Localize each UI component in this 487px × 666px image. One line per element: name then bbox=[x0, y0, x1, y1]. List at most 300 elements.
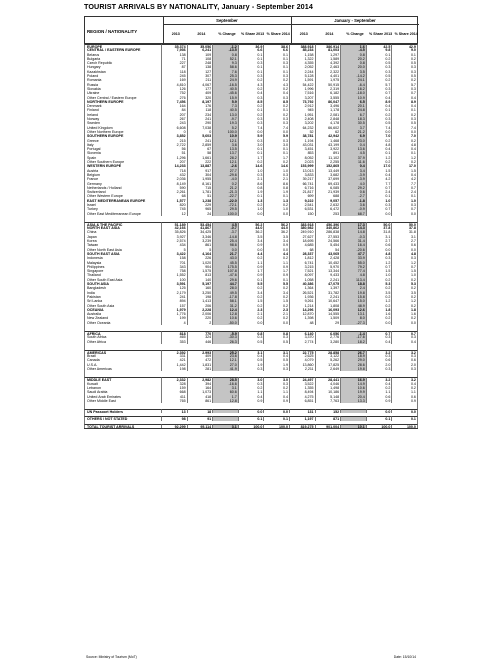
value-cell: 0.1 bbox=[392, 194, 418, 198]
nationality-label: Other Central / Eastern Europe bbox=[84, 96, 162, 100]
value-cell: 21.7 bbox=[213, 252, 239, 256]
value-cell: 2,023 bbox=[290, 160, 316, 164]
value-cell: 2,859 bbox=[188, 143, 214, 147]
value-cell: 891 bbox=[316, 151, 342, 155]
value-cell: 5,262 bbox=[316, 358, 342, 362]
nationality-label: Other Western Europe bbox=[84, 194, 162, 198]
value-cell: 2.3 bbox=[264, 308, 290, 312]
value-cell: 7.4 bbox=[239, 126, 265, 130]
value-cell: 0.0 bbox=[392, 409, 418, 413]
value-cell: 12.1 bbox=[213, 139, 239, 143]
value-cell: 0.4 bbox=[367, 96, 393, 100]
value-cell: 19.8 bbox=[341, 367, 367, 371]
value-cell: 54 bbox=[316, 248, 342, 252]
value-cell: 0.0 bbox=[367, 248, 393, 252]
table-section bbox=[84, 331, 418, 344]
value-cell: 0.5 bbox=[367, 121, 393, 125]
value-cell: 353 bbox=[162, 340, 188, 344]
value-cell: 0.2 bbox=[367, 113, 393, 117]
value-cell: 1,781 bbox=[188, 190, 214, 194]
value-cell: 24,566 bbox=[316, 239, 342, 243]
value-cell: 0.2 bbox=[392, 316, 418, 320]
value-cell: 0.1 bbox=[392, 416, 418, 420]
value-cell: 35,056 bbox=[188, 44, 214, 48]
nationality-label: France bbox=[84, 177, 162, 181]
value-cell: 0.3 bbox=[392, 367, 418, 371]
value-cell: 4.8 bbox=[341, 273, 367, 277]
value-cell: 0.9 bbox=[264, 243, 290, 247]
nationality-label: Bulgaria bbox=[84, 57, 162, 61]
value-cell: 100.0 bbox=[239, 424, 265, 428]
value-cell: 60.6 bbox=[213, 390, 239, 394]
nationality-label: Slovenia bbox=[84, 151, 162, 155]
value-cell: 1.6 bbox=[341, 44, 367, 48]
value-cell: 19.8 bbox=[341, 291, 367, 295]
value-cell: 4,046 bbox=[316, 382, 342, 386]
value-cell: 3.4 bbox=[239, 239, 265, 243]
value-cell: 5,603 bbox=[188, 134, 214, 138]
value-cell: 324 bbox=[188, 335, 214, 339]
nationality-label: Austria bbox=[84, 169, 162, 173]
value-cell: 198 bbox=[188, 295, 214, 299]
value-cell: 0.2 bbox=[264, 78, 290, 82]
value-cell: 1.5 bbox=[392, 269, 418, 273]
value-cell: 0.1 bbox=[264, 65, 290, 69]
value-cell: 7,516 bbox=[290, 91, 316, 95]
value-cell: 0.1 bbox=[239, 108, 265, 112]
value-cell: 0.1 bbox=[392, 53, 418, 57]
value-cell: 1.1 bbox=[367, 390, 393, 394]
value-cell: 745 bbox=[162, 207, 188, 211]
value-cell: 0.7 bbox=[367, 331, 393, 335]
value-cell: 0.3 bbox=[264, 61, 290, 65]
value-cell: 0.0 bbox=[367, 409, 393, 413]
value-cell: 6,531 bbox=[290, 207, 316, 211]
value-cell: 28.6 bbox=[341, 363, 367, 367]
value-cell: 2,322 bbox=[316, 70, 342, 74]
value-cell: 0.3 bbox=[392, 354, 418, 358]
value-cell: 152 bbox=[316, 409, 342, 413]
value-cell: 0.1 bbox=[264, 416, 290, 420]
value-cell: 0.4 bbox=[392, 173, 418, 177]
value-cell: 3.6 bbox=[341, 203, 367, 207]
table-bottom-rule bbox=[84, 428, 418, 429]
value-cell: 320 bbox=[188, 96, 214, 100]
value-cell: 2,244 bbox=[290, 70, 316, 74]
value-cell: 0.7 bbox=[367, 265, 393, 269]
value-cell: 5.2 bbox=[213, 126, 239, 130]
value-cell: 0.3 bbox=[239, 121, 265, 125]
value-cell: 26.7 bbox=[341, 350, 367, 354]
value-cell: 68.7 bbox=[341, 212, 367, 216]
value-cell: 1.1 bbox=[264, 261, 290, 265]
value-cell: 0.0 bbox=[392, 130, 418, 134]
value-cell: -47.6 bbox=[213, 273, 239, 277]
value-cell: 14.3 bbox=[341, 226, 367, 230]
value-cell: 0.9 bbox=[239, 243, 265, 247]
value-cell: 2.7 bbox=[392, 239, 418, 243]
value-cell: 8.5 bbox=[264, 100, 290, 104]
value-cell: 7,936 bbox=[162, 48, 188, 52]
value-cell: 1.1 bbox=[264, 390, 290, 394]
value-cell: 28,441 bbox=[316, 377, 342, 381]
value-cell: 0.1 bbox=[239, 70, 265, 74]
value-cell: 1,831 bbox=[188, 363, 214, 367]
value-cell: 1.0 bbox=[367, 199, 393, 203]
value-cell: 10.6 bbox=[341, 386, 367, 390]
value-cell: 0.7 bbox=[367, 207, 393, 211]
value-cell: 0.4 bbox=[367, 147, 393, 151]
value-cell: 22,775 bbox=[290, 350, 316, 354]
value-cell: 6,056 bbox=[316, 331, 342, 335]
value-cell: 84 bbox=[162, 108, 188, 112]
nationality-label: Canada bbox=[84, 358, 162, 362]
value-cell: 0.3 bbox=[392, 87, 418, 91]
value-cell: 12.1 bbox=[213, 160, 239, 164]
value-cell: 3,451 bbox=[290, 147, 316, 151]
value-cell: 456,396 bbox=[316, 222, 342, 226]
value-cell: 0.1 bbox=[239, 147, 265, 151]
value-cell: 9.3 bbox=[213, 61, 239, 65]
value-cell: 3,922 bbox=[316, 147, 342, 151]
value-cell: 4,685 bbox=[290, 243, 316, 247]
nationality-label: CENTRAL / EASTERN EUROPE bbox=[84, 48, 162, 52]
value-cell: 5.9 bbox=[213, 100, 239, 104]
value-cell: 6.5 bbox=[341, 100, 367, 104]
value-cell: 0.3 bbox=[264, 117, 290, 121]
value-cell: 52 bbox=[290, 130, 316, 134]
value-cell: 28.5 bbox=[213, 377, 239, 381]
value-cell: 0.2 bbox=[367, 295, 393, 299]
value-cell: 50.0 bbox=[392, 222, 418, 226]
value-cell: 1.5 bbox=[264, 299, 290, 303]
value-cell: 0.1 bbox=[264, 108, 290, 112]
value-cell: 0.8 bbox=[239, 186, 265, 190]
value-cell: 3,280 bbox=[316, 340, 342, 344]
value-cell: 25.3 bbox=[213, 74, 239, 78]
value-cell: 3.2 bbox=[367, 350, 393, 354]
value-cell: 1.9 bbox=[239, 190, 265, 194]
value-cell: -3.9 bbox=[341, 177, 367, 181]
value-cell: 6,182 bbox=[316, 91, 342, 95]
value-cell: 20.1 bbox=[341, 104, 367, 108]
nationality-label: Ukraine bbox=[84, 91, 162, 95]
value-cell: 0.9 bbox=[239, 273, 265, 277]
value-cell: 77.4 bbox=[341, 269, 367, 273]
value-cell: 1,951 bbox=[290, 113, 316, 117]
value-cell: 0.2 bbox=[367, 304, 393, 308]
value-cell: 109 bbox=[188, 53, 214, 57]
value-cell: 16.2 bbox=[341, 87, 367, 91]
value-cell: 3.5 bbox=[264, 235, 290, 239]
value-cell: 688 bbox=[316, 194, 342, 198]
value-cell: 0.5 bbox=[264, 358, 290, 362]
value-cell: 0.4 bbox=[239, 354, 265, 358]
value-cell: 4,178 bbox=[316, 121, 342, 125]
value-cell: 290 bbox=[188, 121, 214, 125]
value-cell: 5.9 bbox=[264, 134, 290, 138]
value-cell: 0.4 bbox=[392, 382, 418, 386]
value-cell: 69,433 bbox=[316, 182, 342, 186]
value-cell: 5.9 bbox=[239, 134, 265, 138]
value-cell: 118 bbox=[188, 108, 214, 112]
value-cell: 176 bbox=[188, 104, 214, 108]
value-cell: -0.3 bbox=[341, 235, 367, 239]
value-cell: -27.3 bbox=[341, 321, 367, 325]
value-cell: 1,975 bbox=[316, 78, 342, 82]
value-cell: 421 bbox=[162, 358, 188, 362]
value-cell: 2,625 bbox=[290, 354, 316, 358]
value-cell: 1.5 bbox=[367, 169, 393, 173]
value-cell: 2.1 bbox=[264, 312, 290, 316]
value-cell: 3.1 bbox=[392, 235, 418, 239]
value-cell: 894 bbox=[162, 299, 188, 303]
value-cell: 9,433 bbox=[316, 273, 342, 277]
value-cell: 0.2 bbox=[264, 316, 290, 320]
value-cell: 5.5 bbox=[264, 282, 290, 286]
value-cell: 56 bbox=[162, 147, 188, 151]
nationality-label: OTHERS / NOT STATED bbox=[84, 416, 162, 420]
value-cell: 0.1 bbox=[239, 57, 265, 61]
value-cell: 7,038 bbox=[188, 126, 214, 130]
value-cell: 234 bbox=[188, 113, 214, 117]
value-cell: 4.8 bbox=[392, 252, 418, 256]
value-cell: 0.2 bbox=[213, 182, 239, 186]
value-cell: 18.9 bbox=[341, 354, 367, 358]
value-cell: 2.4 bbox=[367, 190, 393, 194]
value-cell: 118 bbox=[162, 70, 188, 74]
value-cell: 0.3 bbox=[239, 96, 265, 100]
value-cell: 4,392 bbox=[316, 61, 342, 65]
value-cell: 409 bbox=[188, 354, 214, 358]
value-cell: 6,085 bbox=[316, 186, 342, 190]
value-cell: 0.5 bbox=[239, 358, 265, 362]
value-cell: 51,189 bbox=[162, 222, 188, 226]
value-cell: 2,241 bbox=[316, 295, 342, 299]
column-header: % Share 2014 bbox=[266, 32, 290, 36]
value-cell: 31.8 bbox=[392, 230, 418, 234]
value-cell: -18.0 bbox=[341, 91, 367, 95]
value-cell: 36.2 bbox=[264, 230, 290, 234]
value-cell: 0.2 bbox=[239, 316, 265, 320]
value-cell: 11.6 bbox=[341, 160, 367, 164]
value-cell: 2,774 bbox=[290, 340, 316, 344]
value-cell: 2,722 bbox=[162, 143, 188, 147]
value-cell: 1,591 bbox=[290, 78, 316, 82]
value-cell: 2,255 bbox=[316, 160, 342, 164]
nationality-label: Brazil bbox=[84, 354, 162, 358]
value-cell: 0.1 bbox=[239, 65, 265, 69]
value-cell: 718 bbox=[162, 169, 188, 173]
value-cell: 0.0 bbox=[264, 212, 290, 216]
value-cell: 66,602 bbox=[316, 126, 342, 130]
value-cell: 0.7 bbox=[392, 207, 418, 211]
value-cell: 2.1 bbox=[264, 177, 290, 181]
value-cell: -50.0 bbox=[213, 321, 239, 325]
value-cell: 0.4 bbox=[341, 143, 367, 147]
value-cell: 58 bbox=[188, 151, 214, 155]
value-cell: 0.4 bbox=[264, 354, 290, 358]
value-cell: 1.2 bbox=[392, 156, 418, 160]
nationality-label: Ireland bbox=[84, 113, 162, 117]
value-cell: 1.7 bbox=[239, 156, 265, 160]
table-header bbox=[84, 16, 418, 44]
value-cell: 0.2 bbox=[239, 386, 265, 390]
value-cell: 0.3 bbox=[264, 382, 290, 386]
value-cell: 1.3 bbox=[239, 199, 265, 203]
value-cell: 4.8 bbox=[367, 252, 393, 256]
value-cell: 25.2 bbox=[213, 350, 239, 354]
value-cell: 16,093 bbox=[316, 308, 342, 312]
value-cell: 770 bbox=[188, 331, 214, 335]
value-cell: -6.4 bbox=[341, 83, 367, 87]
value-cell: 38,781 bbox=[290, 134, 316, 138]
value-cell: 4 bbox=[162, 321, 188, 325]
value-cell: 0.4 bbox=[367, 382, 393, 386]
value-cell: 1.2 bbox=[392, 261, 418, 265]
value-cell: 10.9 bbox=[213, 134, 239, 138]
value-cell: 28,337 bbox=[290, 252, 316, 256]
nationality-label: Norway bbox=[84, 117, 162, 121]
value-cell: 4,079 bbox=[290, 358, 316, 362]
nationality-label: India bbox=[84, 291, 162, 295]
value-cell: 0.3 bbox=[367, 203, 393, 207]
value-cell: 48.9 bbox=[341, 304, 367, 308]
value-cell: 21.2 bbox=[341, 130, 367, 134]
value-cell: 3,833 bbox=[290, 173, 316, 177]
value-cell: 41,867 bbox=[188, 226, 214, 230]
value-cell: 331 bbox=[162, 354, 188, 358]
value-cell: 1,808 bbox=[316, 304, 342, 308]
value-cell: 10.6 bbox=[213, 316, 239, 320]
value-cell: 100.0 bbox=[367, 424, 393, 428]
value-cell: 3.0 bbox=[264, 143, 290, 147]
value-cell: 79.2 bbox=[341, 265, 367, 269]
value-cell: 100.0 bbox=[213, 212, 239, 216]
value-cell: 0.3 bbox=[264, 139, 290, 143]
value-cell: 0.0 bbox=[367, 212, 393, 216]
nationality-label: Saudi Arabia bbox=[84, 390, 162, 394]
nationality-label: Singapore bbox=[84, 269, 162, 273]
value-cell: 411 bbox=[162, 395, 188, 399]
nationality-label: Pakistan bbox=[84, 295, 162, 299]
value-cell: 29 bbox=[316, 321, 342, 325]
value-cell: 0.8 bbox=[341, 61, 367, 65]
value-cell: 50,915 bbox=[316, 83, 342, 87]
value-cell: 7.6 bbox=[213, 70, 239, 74]
value-cell: 8.0 bbox=[341, 316, 367, 320]
value-cell: 446 bbox=[188, 340, 214, 344]
value-cell: 1.0 bbox=[264, 207, 290, 211]
value-cell: 0.2 bbox=[264, 304, 290, 308]
value-cell: -4.0 bbox=[213, 177, 239, 181]
value-cell: 31,782 bbox=[316, 291, 342, 295]
value-cell: 4,810 bbox=[162, 83, 188, 87]
value-cell: 8.6 bbox=[264, 182, 290, 186]
value-cell: 12.4 bbox=[213, 308, 239, 312]
column-header: % Change bbox=[346, 32, 364, 36]
value-cell: -2.6 bbox=[213, 164, 239, 168]
value-cell: 140 bbox=[188, 278, 214, 282]
nationality-label: TOTAL TOURIST ARRIVALS bbox=[84, 424, 162, 428]
value-cell: 3.1 bbox=[264, 350, 290, 354]
value-cell: 12,870 bbox=[290, 312, 316, 316]
value-cell: 765 bbox=[162, 399, 188, 403]
value-cell: 0.1 bbox=[264, 151, 290, 155]
nationality-label: EAST MEDITERRANEAN EUROPE bbox=[84, 199, 162, 203]
value-cell: 150 bbox=[290, 212, 316, 216]
value-cell: 4.3 bbox=[239, 83, 265, 87]
value-cell: 0 bbox=[188, 130, 214, 134]
value-cell: 226 bbox=[188, 256, 214, 260]
value-cell: 3.0 bbox=[239, 143, 265, 147]
value-cell: 3.7 bbox=[341, 126, 367, 130]
value-cell: 35,826 bbox=[162, 230, 188, 234]
value-cell: 0.0 bbox=[392, 321, 418, 325]
value-cell: 3.1 bbox=[239, 350, 265, 354]
value-cell: 3.5 bbox=[239, 235, 265, 239]
nationality-label: Japan bbox=[84, 235, 162, 239]
value-cell: 64,232 bbox=[290, 126, 316, 130]
value-cell: 3,927 bbox=[162, 235, 188, 239]
value-cell: 1.5 bbox=[239, 299, 265, 303]
value-cell: 3,370 bbox=[290, 335, 316, 339]
value-cell: -16.5 bbox=[213, 83, 239, 87]
value-cell: 1.0 bbox=[392, 273, 418, 277]
value-cell: 820 bbox=[162, 203, 188, 207]
value-cell: 13,013 bbox=[290, 169, 316, 173]
value-cell: 2.7 bbox=[367, 239, 393, 243]
value-cell: 3.2 bbox=[392, 377, 418, 381]
value-cell: 0.3 bbox=[264, 173, 290, 177]
value-cell: 107.8 bbox=[213, 269, 239, 273]
value-cell: 3.0 bbox=[239, 377, 265, 381]
value-cell: 39,217 bbox=[290, 177, 316, 181]
value-cell: 590 bbox=[162, 186, 188, 190]
value-cell: 211 bbox=[188, 78, 214, 82]
value-cell: 1.1 bbox=[392, 390, 418, 394]
value-cell: 861 bbox=[188, 243, 214, 247]
value-cell: 1,238 bbox=[188, 199, 214, 203]
value-cell: 95,114 bbox=[188, 424, 214, 428]
value-cell: 1.5 bbox=[392, 169, 418, 173]
value-cell: 0.1 bbox=[392, 151, 418, 155]
value-cell: 17,825 bbox=[316, 363, 342, 367]
nationality-label: Other North East Asia bbox=[84, 248, 162, 252]
value-cell: 27,553 bbox=[316, 235, 342, 239]
value-cell: 23.0 bbox=[341, 139, 367, 143]
value-cell: 0.4 bbox=[341, 164, 367, 168]
value-cell: 55.0 bbox=[341, 261, 367, 265]
value-cell: 0.2 bbox=[392, 304, 418, 308]
nationality-label: Poland bbox=[84, 74, 162, 78]
value-cell: 1.8 bbox=[367, 308, 393, 312]
value-cell: 16.4 bbox=[341, 243, 367, 247]
nationality-label: ASIA & THE PACIFIC bbox=[84, 222, 162, 226]
value-cell: 152,865 bbox=[316, 164, 342, 168]
value-cell: 1,955 bbox=[188, 177, 214, 181]
value-cell: 6.6 bbox=[264, 48, 290, 52]
value-cell: 215 bbox=[162, 139, 188, 143]
value-cell: 0.5 bbox=[367, 74, 393, 78]
value-cell: 0.2 bbox=[392, 278, 418, 282]
value-cell: 0.4 bbox=[392, 96, 418, 100]
value-cell: 41.9 bbox=[213, 367, 239, 371]
value-cell: 5.3 bbox=[392, 282, 418, 286]
value-cell: -29.6 bbox=[213, 173, 239, 177]
value-cell: 91 bbox=[188, 416, 214, 420]
value-cell: 0.9 bbox=[239, 399, 265, 403]
